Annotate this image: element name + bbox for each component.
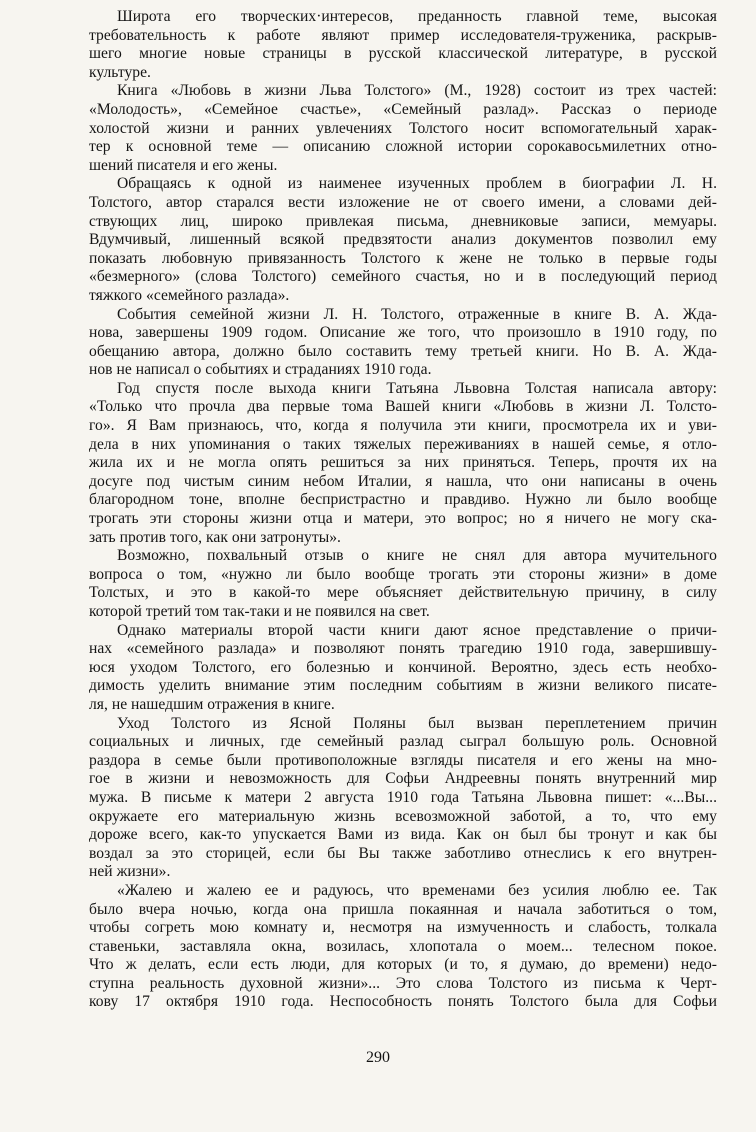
page-number: 290 xyxy=(366,1049,390,1066)
text-line: шений писателя и его жены. xyxy=(89,156,278,174)
text-line: «Жалею и жалею ее и радуюсь, что временами без усилия люблю ее. Так xyxy=(117,881,717,899)
text-line: кову 17 октября 1910 года. Неспособность понять Толстого была для Софьи xyxy=(89,993,717,1011)
paragraph xyxy=(89,882,717,1012)
text-line: показать любовную привязанность Толстого к жене не только в первые годы xyxy=(89,249,717,267)
text-line: Год спустя после выхода книги Татьяна Львовна Толстая написала автору: xyxy=(117,379,717,397)
paragraph xyxy=(89,8,717,82)
text-line: ля, не нашедшим отражения в книге. xyxy=(89,695,335,713)
paragraph xyxy=(89,82,717,175)
text-line: зать против того, как они затронуты». xyxy=(89,528,341,546)
text-line: го». Я Вам признаюсь, что, когда я получила эти книги, просмотрела их и уви- xyxy=(89,417,717,435)
text-line: чтобы согреть мою комнату и, несмотря на измученность и слабость, толкала xyxy=(89,919,717,937)
text-line: воздал за это сторицей, если бы Вы также заботливо отнеслись к его внутрен- xyxy=(89,844,717,862)
text-line: тер к основной теме — описанию сложной истории сорокавосьмилетних отно- xyxy=(89,138,717,156)
text-line: дела в них упоминания о таких тяжелых переживаниях в нашей семье, я отло- xyxy=(89,435,717,453)
text-line: которой третий том так-таки и не появился на свет. xyxy=(89,603,430,620)
text-line: шего многие новые страницы в русской классической литературе, в русской xyxy=(89,45,717,63)
paragraph xyxy=(89,622,717,715)
text-line: обещанию автора, должно было составить тему третьей книги. Но В. А. Жда- xyxy=(89,342,717,360)
paragraph xyxy=(89,547,717,621)
text-line: ступна реальность духовной жизни»... Это слова Толстого из письма к Черт- xyxy=(89,974,717,992)
text-line: социальных и личных, где семейный разлад сыграл большую роль. Основной xyxy=(89,733,717,751)
text-line: благородном тоне, вполне беспристрастно и правдиво. Нужно ли было вообще xyxy=(89,491,717,509)
text-line: Обращаясь к одной из наименее изученных проблем в биографии Л. Н. xyxy=(117,175,717,193)
text-line: требовательность к работе являют пример исследователя-труженика, раскрыв- xyxy=(89,26,717,44)
text-line: вопроса о том, «нужно ли было вообще трогать эти стороны жизни» в доме xyxy=(89,565,717,583)
text-line: «безмерного» (слова Толстого) семейного счастья, но и в последующий период xyxy=(89,268,717,286)
text-line: Однако материалы второй части книги дают ясное представление о причи- xyxy=(117,621,717,639)
text-line: димость уделить внимание этим последним событиям в жизни великого писате- xyxy=(89,677,717,695)
text-line: дороже всего, как-то упускается Вами из вида. Как он был бы тронут и как бы xyxy=(89,826,717,844)
text-line: холостой жизни и ранних увлечениях Толстого носит вспомогательный харак- xyxy=(89,119,717,137)
text-line: Книга «Любовь в жизни Льва Толстого» (М., 1928) состоит из трех частей: xyxy=(117,82,717,100)
paragraph xyxy=(89,306,717,380)
text-line: «Молодость», «Семейное счастье», «Семейный разлад». Рассказ о периоде xyxy=(89,100,717,118)
text-line: Толстых, и это в какой-то мере объясняет действительную причину, в силу xyxy=(89,584,717,602)
text-line: События семейной жизни Л. Н. Толстого, отраженные в книге В. А. Жда- xyxy=(117,305,717,323)
text-line: Уход Толстого из Ясной Поляны был вызван переплетением причин xyxy=(117,714,717,732)
text-line: трогать эти стороны жизни отца и матери, это вопрос; но я ничего не могу ска- xyxy=(89,510,717,528)
text-line: нов не написал о событиях и страданиях 1910 года. xyxy=(89,361,432,379)
text-line: раздора в семье были противоположные взгляды писателя и его жены на мно- xyxy=(89,751,717,769)
text-line: Толстого, автор старался вести изложение не от своего имени, а словами дей- xyxy=(89,193,717,211)
paragraph xyxy=(89,715,717,882)
text-line: окружаете его материальную жизнь всевозможной заботой, а то, что ему xyxy=(89,807,717,825)
text-line: Широта его творческих·интересов, преданность главной теме, высокая xyxy=(117,8,717,25)
text-line: Что ж делать, если есть люди, для которых (и то, я думаю, до времени) недо- xyxy=(89,956,717,974)
text-line: юся уходом Толстого, его болезнью и кончиной. Вероятно, здесь есть необхо- xyxy=(89,658,717,676)
text-line: было вчера ночью, когда она пришла покаянная и начала заботиться о том, xyxy=(89,900,717,918)
text-line: ствующих лиц, широко привлекая письма, дневниковые записи, мемуары. xyxy=(89,212,717,230)
text-line: ставеньки, заставляла окна, возилась, хлопотала о моем... телесном покое. xyxy=(89,937,717,955)
text-line: нова, завершены 1909 годом. Описание же того, что произошло в 1910 году, по xyxy=(89,324,717,342)
text-line: Возможно, похвальный отзыв о книге не снял для автора мучительного xyxy=(117,547,717,565)
text-line: жила их и не могла опять решиться за них приняться. Теперь, прочтя их на xyxy=(89,454,717,472)
body-text xyxy=(89,8,717,1012)
text-line: культуре. xyxy=(89,63,151,81)
text-line: досуге под чистым синим небом Италии, я нашла, что они написаны в очень xyxy=(89,472,717,490)
text-line: мужа. В письме к матери 2 августа 1910 года Татьяна Львовна пишет: «...Вы... xyxy=(89,788,717,806)
paragraph xyxy=(89,175,717,305)
text-line: Вдумчивый, лишенный всякой предвзятости анализ документов позволил ему xyxy=(89,231,717,249)
text-line: «Только что прочла два первые тома Вашей книги «Любовь в жизни Л. Толсто- xyxy=(89,398,717,416)
text-line: ней жизни». xyxy=(89,863,171,881)
text-line: тяжкого «семейного разлада». xyxy=(89,286,290,304)
text-line: нах «семейного разлада» и позволяют понять трагедию 1910 года, завершившу- xyxy=(89,640,717,658)
paragraph xyxy=(89,380,717,547)
text-line: гое в жизни и невозможность для Софьи Андреевны понять внутренний мир xyxy=(89,770,717,788)
